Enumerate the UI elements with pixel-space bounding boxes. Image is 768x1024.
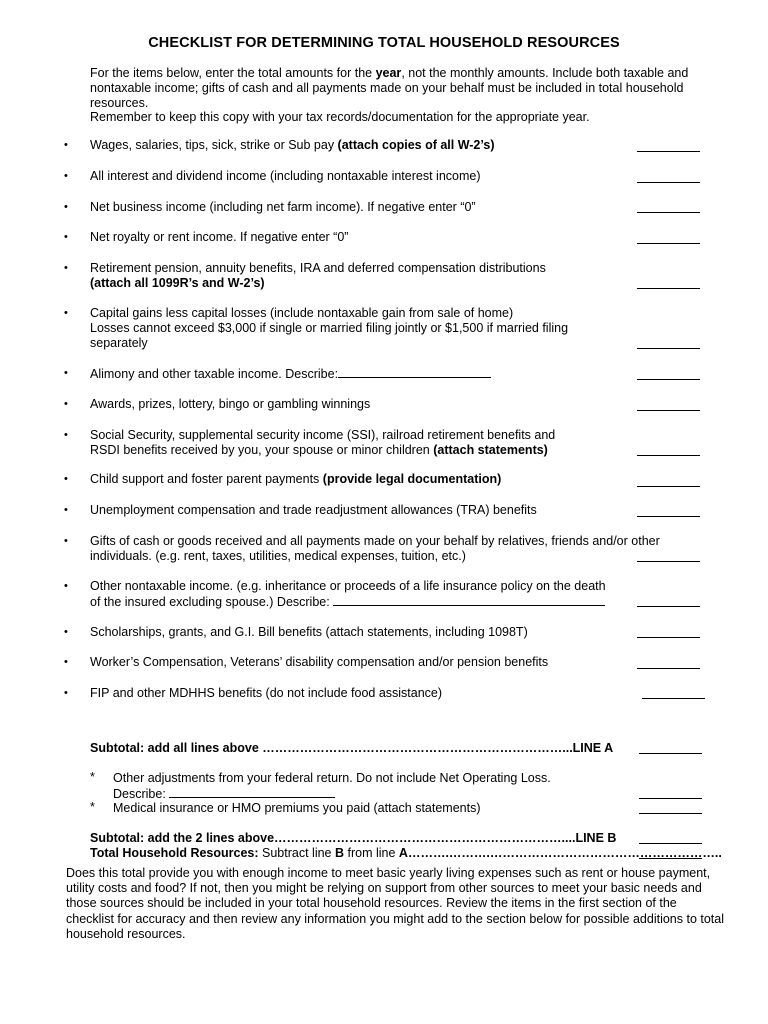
intro-instructions: [90, 66, 710, 125]
item-label: Retirement pension, annuity benefits, IRA and deferred compensation distributions: [90, 261, 546, 275]
item-label: All interest and dividend income (including nontaxable interest income): [90, 169, 481, 183]
subtotal-a-label: Subtotal: add all lines above ………………………………………………………………...LINE A: [90, 741, 614, 755]
item-label: Other nontaxable income. (e.g. inheritance or proceeds of a life insurance policy on the death: [90, 579, 606, 593]
bullet-icon: •: [64, 504, 68, 516]
item-label: Net royalty or rent income. If negative enter “0”: [90, 230, 349, 244]
amount-field-other-nontaxable[interactable]: [637, 606, 700, 607]
asterisk-icon: *: [90, 800, 95, 814]
item-label: Gifts of cash or goods received and all payments made on your behalf by relatives, friends and/or other: [90, 534, 660, 548]
item-label: Losses cannot exceed $3,000 if single or married filing jointly or $1,500 if married filing: [90, 321, 569, 335]
intro-text: nontaxable income; gifts of cash and all payments made on your behalf must be included in total household: [90, 80, 684, 95]
total-leader-dots: ……….……….………………………………………………..: [407, 846, 722, 860]
bullet-icon: •: [64, 139, 68, 151]
bullet-icon: •: [64, 626, 68, 638]
item-note: (provide legal documentation): [322, 472, 502, 486]
subtotal-b-label: Subtotal: add the 2 lines above……………………………………………………………....LINE B: [90, 831, 617, 845]
amount-field-total[interactable]: [639, 858, 702, 859]
bullet-icon: •: [64, 231, 68, 243]
page-title: CHECKLIST FOR DETERMINING TOTAL HOUSEHOLD RESOURCES: [148, 35, 620, 51]
footer-paragraph: Does this total provide you with enough income to meet basic yearly living expenses such as rent or house payment, utility costs and food? If not, then you might be relying on support from other sources to meet your basic needs and those sources should be included in your total household resources. Review the items in the first section of the checklist for accuracy and then review any information you might add to the section below for possible additions to total household resources.: [66, 866, 724, 941]
bullet-icon: •: [64, 367, 68, 379]
amount-field-business[interactable]: [637, 212, 700, 213]
intro-text: resources.: [90, 95, 149, 110]
bullet-icon: •: [64, 429, 68, 441]
bullet-icon: •: [64, 262, 68, 274]
bullet-icon: •: [64, 170, 68, 182]
amount-field-scholarships[interactable]: [637, 637, 700, 638]
amount-field-line-b[interactable]: [639, 843, 702, 844]
amount-field-alimony[interactable]: [637, 379, 700, 380]
intro-emphasis: year: [375, 66, 402, 80]
adjustment-describe-label: Describe:: [113, 787, 166, 801]
intro-text: , not the monthly amounts. Include both taxable and: [401, 66, 689, 80]
total-line-ref: B: [334, 846, 345, 860]
amount-field-medical-insurance[interactable]: [639, 813, 702, 814]
item-label: of the insured excluding spouse.) Describe:: [90, 595, 334, 609]
item-label: Capital gains less capital losses (include nontaxable gain from sale of home): [90, 306, 514, 320]
bullet-icon: •: [64, 473, 68, 485]
amount-field-wages[interactable]: [637, 151, 700, 152]
item-label: FIP and other MDHHS benefits (do not include food assistance): [90, 686, 443, 700]
item-note: (attach all 1099R’s and W-2’s): [90, 276, 265, 290]
bullet-icon: •: [64, 656, 68, 668]
bullet-icon: •: [64, 687, 68, 699]
intro-text: For the items below, enter the total amounts for the: [90, 66, 376, 80]
total-line-ref: A: [398, 846, 408, 860]
item-label: Scholarships, grants, and G.I. Bill benefits (attach statements, including 1098T): [90, 625, 528, 639]
item-label: Wages, salaries, tips, sick, strike or Sub pay: [90, 138, 338, 152]
item-label: Awards, prizes, lottery, bingo or gambling winnings: [90, 397, 371, 411]
amount-field-line-a[interactable]: [639, 753, 702, 754]
bullet-icon: •: [64, 307, 68, 319]
amount-field-gifts[interactable]: [637, 561, 700, 562]
total-text: from line: [344, 846, 399, 860]
item-label: Social Security, supplemental security income (SSI), railroad retirement benefits and: [90, 428, 556, 442]
intro-reminder: Remember to keep this copy with your tax records/documentation for the appropriate year.: [90, 110, 590, 125]
amount-field-fip[interactable]: [642, 698, 705, 699]
item-note: (attach statements): [433, 443, 548, 457]
amount-field-capital-gains[interactable]: [637, 348, 700, 349]
amount-field-interest[interactable]: [637, 182, 700, 183]
item-label: individuals. (e.g. rent, taxes, utilities, medical expenses, tuition, etc.): [90, 549, 466, 563]
total-text: Subtract line: [258, 846, 335, 860]
total-label: Total Household Resources:: [90, 846, 259, 860]
describe-field-other-nontaxable[interactable]: [333, 594, 605, 606]
item-label: Net business income (including net farm income). If negative enter “0”: [90, 200, 476, 214]
item-label: separately: [90, 336, 148, 350]
asterisk-icon: *: [90, 770, 95, 784]
describe-field-alimony[interactable]: [338, 366, 491, 378]
amount-field-child-support[interactable]: [637, 486, 700, 487]
bullet-icon: •: [64, 580, 68, 592]
amount-field-social-security[interactable]: [637, 455, 700, 456]
amount-field-royalty[interactable]: [637, 243, 700, 244]
bullet-icon: •: [64, 535, 68, 547]
item-label: Worker’s Compensation, Veterans’ disability compensation and/or pension benefits: [90, 655, 549, 669]
describe-field-adjustments[interactable]: [169, 786, 335, 798]
item-label: Child support and foster parent payments: [90, 472, 323, 486]
item-note: (attach copies of all W-2’s): [337, 138, 495, 152]
amount-field-awards[interactable]: [637, 410, 700, 411]
adjustment-label: Other adjustments from your federal return. Do not include Net Operating Loss.: [113, 771, 551, 785]
amount-field-workers-comp[interactable]: [637, 668, 700, 669]
item-label: RSDI benefits received by you, your spouse or minor children: [90, 443, 434, 457]
item-label: Unemployment compensation and trade readjustment allowances (TRA) benefits: [90, 503, 537, 517]
item-label: Alimony and other taxable income. Describe:: [90, 367, 339, 381]
adjustment-label: Medical insurance or HMO premiums you paid (attach statements): [113, 801, 481, 815]
bullet-icon: •: [64, 398, 68, 410]
bullet-icon: •: [64, 201, 68, 213]
amount-field-retirement[interactable]: [637, 288, 700, 289]
amount-field-adjustments[interactable]: [639, 798, 702, 799]
amount-field-unemployment[interactable]: [637, 516, 700, 517]
